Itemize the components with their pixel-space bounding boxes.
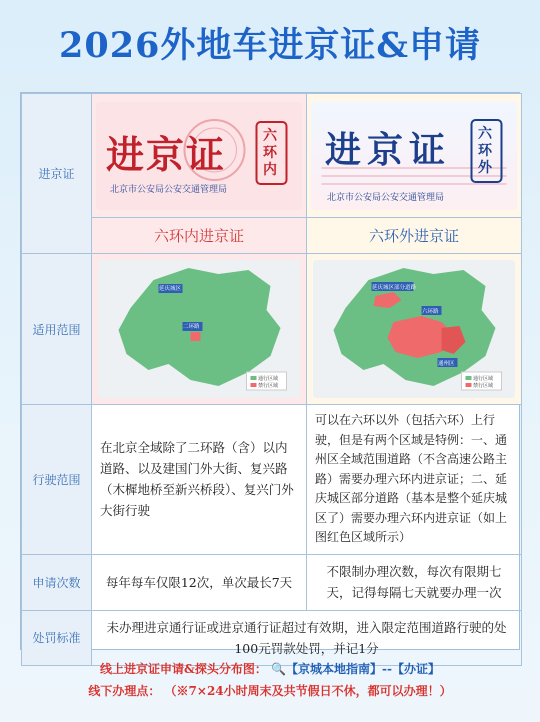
outer-sign-org: 北京市公安局公安交通管理局 <box>327 192 445 203</box>
inner-legend-1: 通行区域 <box>258 376 279 382</box>
inner-count-text: 每年每车仅限12次，单次最长7天 <box>92 554 307 610</box>
inner-map <box>92 254 307 405</box>
outer-map-label-2: 六环路 <box>422 309 439 315</box>
outer-sign-text: 进京证 <box>325 128 452 171</box>
outer-map-label-3: 通州区 <box>438 361 455 367</box>
row-label-count: 申请次数 <box>22 554 92 610</box>
footer-online-link[interactable]: 🔍【京城本地指南】--【办证】 <box>271 662 440 676</box>
inner-drive-text: 在北京全域除了二环路（含）以内道路、以及建国门外大街、复兴路（木樨地桥至新兴桥段）、复兴门外大街行驶 <box>92 405 307 555</box>
inner-legend-2: 禁行区域 <box>258 383 279 389</box>
inner-sign-text: 进京证 <box>106 131 227 177</box>
row-label-penalty: 处罚标准 <box>22 610 92 665</box>
outer-map-label-1: 延庆城区部分道路 <box>372 285 417 291</box>
row-label-drive: 行驶范围 <box>22 405 92 555</box>
page-title: 2026外地车进京证&申请 <box>58 25 481 66</box>
inner-sign-org: 北京市公安局公安交通管理局 <box>110 184 228 195</box>
penalty-text: 未办理进京通行证或进京通行证超过有效期，进入限定范围道路行驶的处100元罚款处罚，并记1分 <box>92 610 522 665</box>
footer-offline-note: （※7×24小时周末及共节假日不休，都可以办理！） <box>164 684 452 698</box>
footer-online-label: 线上进京证申请&探头分布图： <box>100 662 267 676</box>
row-label-permit: 进京证 <box>22 94 92 254</box>
inner-permit-image <box>92 94 307 218</box>
footer-offline-label: 线下办理点： <box>88 684 161 698</box>
comparison-table <box>20 92 520 656</box>
inner-caption: 六环内进京证 <box>92 218 307 254</box>
row-label-scope: 适用范围 <box>22 254 92 405</box>
outer-sign-tag: 六环外 <box>478 125 492 176</box>
outer-count-text: 不限制办理次数，每次有限期七天，记得每隔七天就要办理一次 <box>307 554 522 610</box>
inner-sign-tag: 六环内 <box>263 127 277 178</box>
inner-map-label-2: 二环路 <box>183 324 200 330</box>
outer-legend-2: 禁行区域 <box>473 383 494 389</box>
outer-drive-text: 可以在六环以外（包括六环）上行驶，但是有两个区域是特例：一、通州区全域范围道路（不含高速公路主路）需要办理六环内进京证；二、延庆城区部分道路（基本是整个延庆城区了）需要办理六环内进京证（如上图红色区域所示） <box>307 405 522 555</box>
outer-permit-image <box>307 94 522 218</box>
outer-caption: 六环外进京证 <box>307 218 522 254</box>
outer-legend-1: 通行区域 <box>473 376 494 382</box>
outer-map <box>307 254 522 405</box>
footer <box>0 658 540 702</box>
inner-map-label-1: 延庆城区 <box>159 286 182 292</box>
